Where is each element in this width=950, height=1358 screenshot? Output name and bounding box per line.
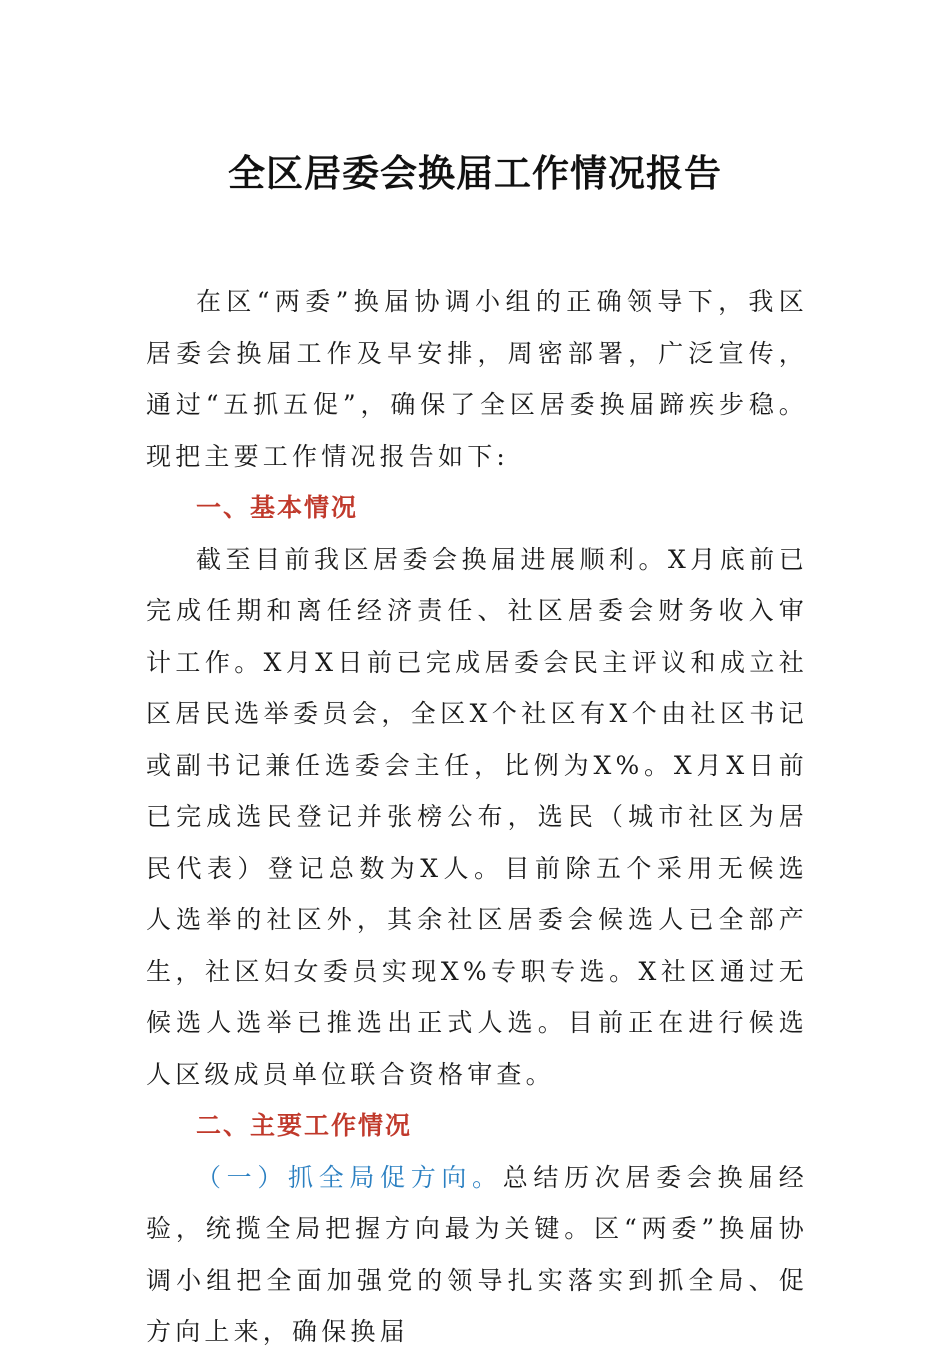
main-work-item-body: 总结历次居委会换届经验，统揽全局把握方向最为关键。区“两委”换届协调小组把全面加强党的领导扎实落实到抓全局、促方向上来，确保换届 <box>146 1162 808 1346</box>
document-title: 全区居委会换届工作情况报告 <box>228 152 722 195</box>
section-heading-basic: 一、基本情况 <box>196 493 359 522</box>
document-body <box>146 276 808 1358</box>
section-heading-main-work: 二、主要工作情况 <box>196 1111 413 1140</box>
section-paragraph-basic: 截至目前我区居委会换届进展顺利。X月底前已完成任期和离任经济责任、社区居委会财务收入审计工作。X月X日前已完成居委会民主评议和成立社区居民选举委员会，全区X个社区有X个由社区书记或副书记兼任选委会主任，比例为X%。X月X日前已完成选民登记并张榜公布，选民（城市社区为居民代表）登记总数为X人。目前除五个采用无候选人选举的社区外，其余社区居委会候选人已全部产生，社区妇女委员实现X%专职专选。X社区通过无候选人选举已推选出正式人选。目前正在进行候选人区级成员单位联合资格审查。 <box>146 544 808 1089</box>
main-work-item-paragraph <box>146 1152 808 1358</box>
main-work-item-heading: （一）抓全局促方向。 <box>196 1162 503 1192</box>
intro-paragraph: 在区“两委”换届协调小组的正确领导下，我区居委会换届工作及早安排，周密部署，广泛宣传，通过“五抓五促”，确保了全区居委换届蹄疾步稳。现把主要工作情况报告如下: <box>146 287 808 471</box>
